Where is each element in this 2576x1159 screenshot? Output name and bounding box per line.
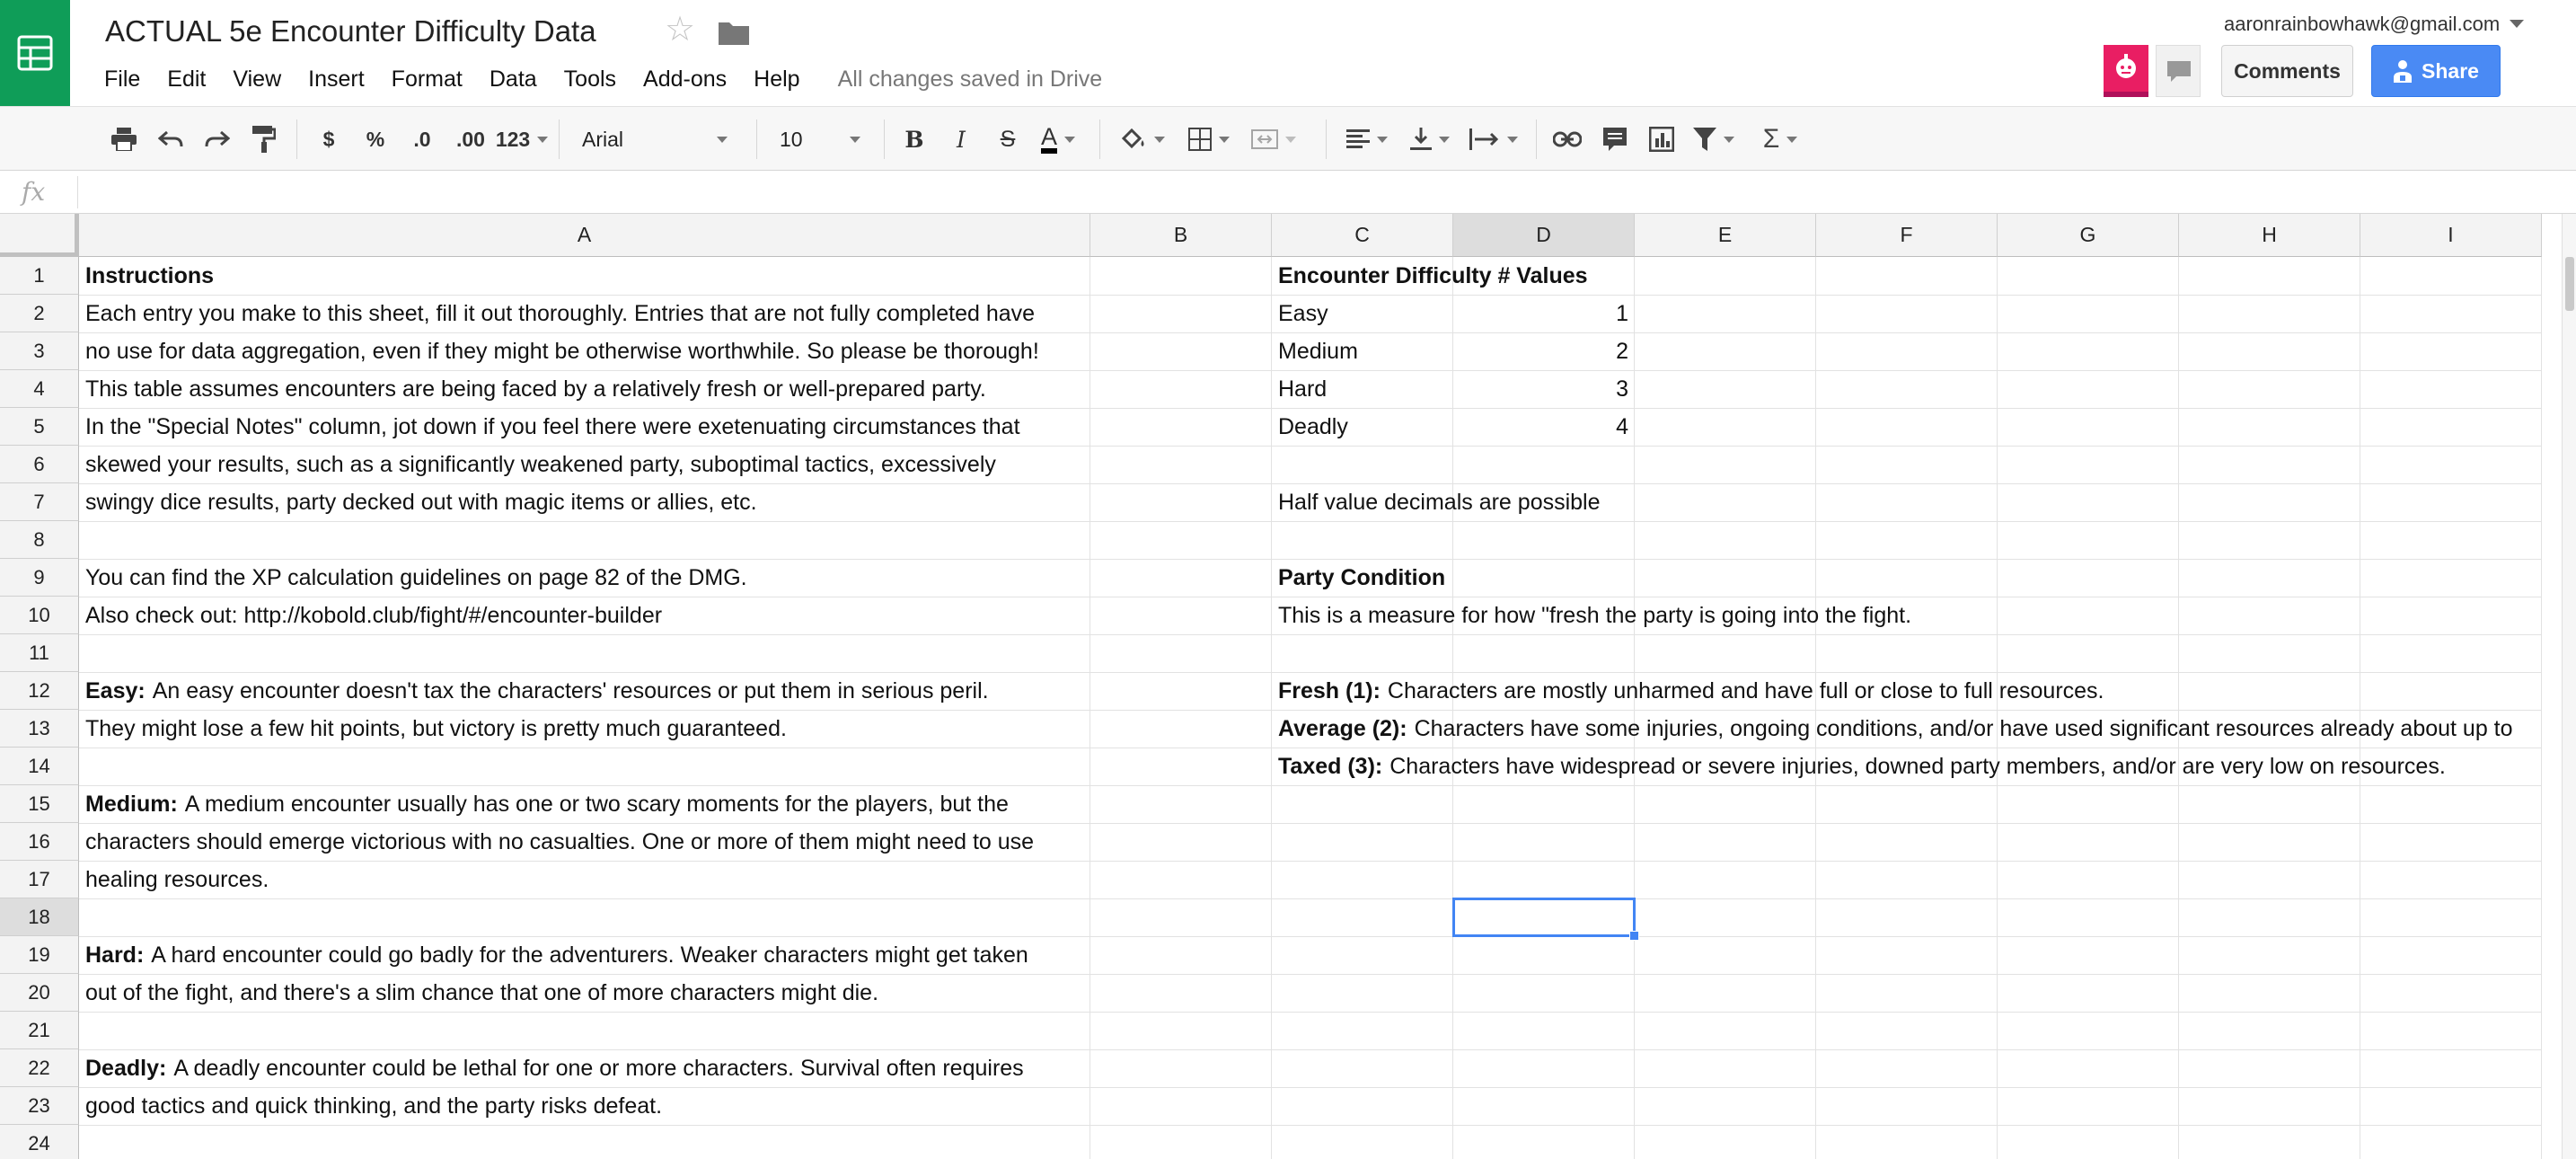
- menu-file[interactable]: File: [104, 66, 141, 92]
- cell-text: 2: [1616, 338, 1628, 364]
- row-header-15[interactable]: 15: [0, 785, 79, 823]
- cell-d3[interactable]: [1460, 332, 1628, 370]
- row-header-23[interactable]: 23: [0, 1087, 79, 1125]
- cell-text: skewed your results, such as a significantly weakened party, suboptimal tactics, excessively: [85, 451, 996, 477]
- font-size-value: 10: [780, 127, 803, 151]
- cell-a2[interactable]: [85, 295, 1035, 332]
- cell-text: An easy encounter doesn't tax the characters' resources or put them in serious peril.: [152, 677, 989, 703]
- functions-button[interactable]: [1751, 107, 1809, 172]
- row-header-13[interactable]: 13: [0, 710, 79, 748]
- cell-text: 4: [1616, 413, 1628, 439]
- font-family-value: Arial: [582, 127, 624, 151]
- filter-button[interactable]: [1687, 107, 1741, 172]
- gridline: [1271, 257, 1272, 1159]
- cell-d4[interactable]: [1460, 370, 1628, 408]
- cell-text: Each entry you make to this sheet, fill it out thoroughly. Entries that are not fully completed have: [85, 300, 1036, 326]
- align-left-icon: [1346, 129, 1370, 149]
- column-header-f[interactable]: F: [1816, 214, 1998, 257]
- paint-format-icon[interactable]: [246, 107, 282, 172]
- toolbar: [0, 106, 2576, 171]
- row-header-10[interactable]: 10: [0, 597, 79, 634]
- cell-c13[interactable]: [1278, 710, 2513, 748]
- cell-bold-label: Hard:: [85, 942, 145, 968]
- function-icon: fx: [22, 177, 46, 207]
- strikethrough-button[interactable]: S: [1000, 126, 1016, 152]
- column-header-h[interactable]: H: [2179, 214, 2360, 257]
- row-header-7[interactable]: 7: [0, 483, 79, 521]
- cell-text: Easy: [1278, 300, 1328, 326]
- cell-d2[interactable]: [1460, 295, 1628, 332]
- cell-text: 1: [1616, 300, 1628, 326]
- cell-a16[interactable]: [85, 823, 1034, 861]
- formula-input[interactable]: [77, 176, 2556, 208]
- borders-button[interactable]: [1180, 107, 1238, 172]
- cell-bold-label: Deadly:: [85, 1055, 167, 1081]
- font-family-select[interactable]: [571, 107, 738, 172]
- text-wrapping-button[interactable]: [1462, 107, 1525, 172]
- insert-comment-icon[interactable]: [1597, 107, 1633, 172]
- cell-bold-label: Average (2):: [1278, 715, 1407, 741]
- cell-text: swingy dice results, party decked out with magic items or allies, etc.: [85, 489, 757, 515]
- scrollbar-thumb[interactable]: [2565, 257, 2574, 311]
- chevron-down-icon: [1064, 137, 1075, 143]
- cell-a15[interactable]: [85, 785, 1009, 823]
- cell-a7[interactable]: [85, 483, 757, 521]
- cell-text: This is a measure for how "fresh the party is going into the fight.: [1278, 602, 1912, 628]
- menu-addons[interactable]: Add-ons: [643, 66, 728, 92]
- toolbar-divider: [296, 119, 297, 159]
- chevron-down-icon: [1285, 137, 1296, 143]
- cell-d5[interactable]: [1460, 408, 1628, 446]
- chevron-down-icon: [1507, 137, 1518, 143]
- percent-format-button[interactable]: %: [366, 127, 385, 151]
- column-header-c[interactable]: C: [1272, 214, 1453, 257]
- row-header-21[interactable]: 21: [0, 1012, 79, 1049]
- cell-text: Half value decimals are possible: [1278, 489, 1601, 515]
- cell-c12[interactable]: [1278, 672, 2104, 710]
- text-overflow-icon: [1469, 128, 1500, 150]
- cell-text: Characters are mostly unharmed and have full or close to full resources.: [1387, 677, 2104, 703]
- bold-button[interactable]: B: [904, 126, 924, 153]
- more-formats-label: 123: [495, 127, 531, 151]
- insert-chart-icon[interactable]: [1644, 107, 1680, 172]
- avatar[interactable]: [2104, 45, 2148, 97]
- cell-c7[interactable]: [1278, 483, 1601, 521]
- row-header-6[interactable]: 6: [0, 446, 79, 483]
- row-header-11[interactable]: 11: [0, 634, 79, 672]
- cell-text: A hard encounter could go badly for the adventurers. Weaker characters might get taken: [151, 942, 1028, 968]
- undo-icon[interactable]: [153, 107, 189, 172]
- toolbar-divider: [884, 119, 885, 159]
- cell-text: 3: [1616, 376, 1628, 402]
- column-header-e[interactable]: E: [1635, 214, 1816, 257]
- share-icon: [2393, 59, 2413, 83]
- app-header: [0, 0, 2576, 106]
- chevron-down-icon: [717, 137, 728, 143]
- column-header-g[interactable]: G: [1998, 214, 2179, 257]
- cell-text: Characters have some injuries, ongoing conditions, and/or have used significant resources already about up to: [1414, 715, 2513, 741]
- account-email[interactable]: aaronrainbowhawk@gmail.com: [2224, 13, 2501, 35]
- row-header-5[interactable]: 5: [0, 408, 79, 446]
- cell-c1[interactable]: [1278, 257, 1588, 295]
- valign-bottom-icon: [1410, 128, 1432, 151]
- cell-text: Medium: [1278, 338, 1358, 364]
- toolbar-divider: [1099, 119, 1100, 159]
- toolbar-divider: [1536, 119, 1537, 159]
- gridline: [2178, 257, 2179, 1159]
- fill-handle[interactable]: [1629, 931, 1639, 941]
- chevron-down-icon: [1724, 137, 1734, 143]
- merge-cells-icon: [1251, 129, 1278, 149]
- gridline: [79, 521, 2542, 522]
- document-title[interactable]: ACTUAL 5e Encounter Difficulty Data: [105, 14, 596, 48]
- toolbar-divider: [559, 119, 560, 159]
- gridline: [79, 1012, 2542, 1013]
- chevron-down-icon: [1439, 137, 1450, 143]
- formula-bar: [0, 171, 2576, 214]
- menu-format[interactable]: Format: [391, 66, 463, 92]
- comment-history-icon[interactable]: [2156, 45, 2201, 97]
- menu-edit[interactable]: Edit: [167, 66, 207, 92]
- more-formats-dropdown[interactable]: [496, 107, 548, 172]
- cell-text: no use for data aggregation, even if they might be otherwise worthwhile. So please be thorough!: [85, 338, 1039, 364]
- cell-c14[interactable]: [1278, 748, 2446, 785]
- cell-c2[interactable]: [1278, 295, 1328, 332]
- row-header-20[interactable]: 20: [0, 974, 79, 1012]
- text-color-button[interactable]: [1029, 107, 1087, 172]
- merge-cells-button[interactable]: [1245, 107, 1302, 172]
- cell-text: Characters have widespread or severe injuries, downed party members, and/or are very low on resources.: [1389, 753, 2446, 779]
- borders-icon: [1188, 128, 1212, 151]
- chevron-down-icon: [1219, 137, 1230, 143]
- filter-icon: [1693, 128, 1716, 151]
- row-header-4[interactable]: 4: [0, 370, 79, 408]
- toolbar-divider: [756, 119, 757, 159]
- row-header-24[interactable]: 24: [0, 1125, 79, 1159]
- cell-a6[interactable]: [85, 446, 996, 483]
- menu-insert[interactable]: Insert: [308, 66, 365, 92]
- save-status[interactable]: All changes saved in Drive: [837, 66, 1103, 92]
- cell-a22[interactable]: [85, 1049, 1024, 1087]
- row-header-12[interactable]: 12: [0, 672, 79, 710]
- row-header-8[interactable]: 8: [0, 521, 79, 559]
- gridline: [79, 898, 2542, 899]
- cell-text: healing resources.: [85, 866, 269, 892]
- row-header-9[interactable]: 9: [0, 559, 79, 597]
- insert-link-icon[interactable]: [1548, 107, 1586, 172]
- menu-bar: [104, 63, 1102, 95]
- cell-a4[interactable]: [85, 370, 986, 408]
- cell-a19[interactable]: [85, 936, 1028, 974]
- cell-a9[interactable]: [85, 559, 747, 597]
- gridline: [79, 1125, 2542, 1126]
- cell-c9[interactable]: [1278, 559, 1445, 597]
- cell-text: out of the fight, and there's a slim chance that one of more characters might die.: [85, 979, 879, 1005]
- menu-help[interactable]: Help: [754, 66, 800, 92]
- row-header-17[interactable]: 17: [0, 861, 79, 898]
- row-header-19[interactable]: 19: [0, 936, 79, 974]
- gridline: [79, 634, 2542, 635]
- selected-cell-outline[interactable]: [1452, 898, 1636, 937]
- row-header-22[interactable]: 22: [0, 1049, 79, 1087]
- column-header-b[interactable]: B: [1090, 214, 1272, 257]
- row-header-2[interactable]: 2: [0, 295, 79, 332]
- cell-a20[interactable]: [85, 974, 878, 1012]
- vertical-scrollbar[interactable]: [2562, 214, 2576, 1159]
- cell-text: Also check out: http://kobold.club/fight/#/encounter-builder: [85, 602, 663, 628]
- cell-a10[interactable]: [85, 597, 662, 634]
- cell-text: A deadly encounter could be lethal for one or more characters. Survival often requires: [173, 1055, 1024, 1081]
- cell-bold-label: Fresh (1):: [1278, 677, 1381, 703]
- cell-text: Deadly: [1278, 413, 1348, 439]
- cell-text: Party Condition: [1278, 564, 1446, 590]
- cell-a12[interactable]: [85, 672, 989, 710]
- increase-decimals-button[interactable]: .00: [456, 127, 485, 151]
- row-header-18[interactable]: 18: [0, 898, 79, 936]
- cell-text: Instructions: [85, 262, 215, 288]
- gridline: [2541, 257, 2542, 1159]
- row-header-1[interactable]: 1: [0, 257, 79, 295]
- font-size-select[interactable]: [769, 107, 871, 172]
- column-header-i[interactable]: I: [2360, 214, 2542, 257]
- text-color-icon: A: [1041, 125, 1057, 154]
- cell-a5[interactable]: [85, 408, 1020, 446]
- cell-c5[interactable]: [1278, 408, 1348, 446]
- comments-button[interactable]: Comments: [2221, 45, 2353, 97]
- cell-text: They might lose a few hit points, but victory is pretty much guaranteed.: [85, 715, 787, 741]
- share-label: Share: [2422, 58, 2479, 83]
- menu-tools[interactable]: Tools: [563, 66, 617, 92]
- cell-text: A medium encounter usually has one or two scary moments for the players, but the: [184, 791, 1009, 817]
- chevron-down-icon: [1786, 137, 1797, 143]
- cell-a13[interactable]: [85, 710, 787, 748]
- italic-button[interactable]: I: [957, 126, 966, 153]
- folder-icon[interactable]: [719, 20, 749, 49]
- chevron-down-icon: [850, 137, 860, 143]
- toolbar-divider: [1326, 119, 1327, 159]
- cell-text: Hard: [1278, 376, 1328, 402]
- fill-color-icon: [1120, 128, 1147, 151]
- cell-text: You can find the XP calculation guidelines on page 82 of the DMG.: [85, 564, 747, 590]
- cell-a3[interactable]: [85, 332, 1039, 370]
- select-all-corner[interactable]: [0, 214, 79, 257]
- cell-bold-label: Taxed (3):: [1278, 753, 1383, 779]
- row-header-14[interactable]: 14: [0, 748, 79, 785]
- currency-format-button[interactable]: $: [322, 127, 335, 151]
- redo-icon[interactable]: [199, 107, 235, 172]
- print-icon[interactable]: [106, 107, 142, 172]
- column-header-a[interactable]: A: [79, 214, 1090, 257]
- row-header-3[interactable]: 3: [0, 332, 79, 370]
- gridline: [79, 861, 2542, 862]
- account-dropdown-icon[interactable]: [2510, 20, 2524, 28]
- cell-text: Encounter Difficulty # Values: [1278, 262, 1588, 288]
- cell-text: characters should emerge victorious with no casualties. One or more of them might need to use: [85, 828, 1035, 854]
- cell-text: In the "Special Notes" column, jot down if you feel there were exetenuating circumstances that: [85, 413, 1020, 439]
- cell-bold-label: Medium:: [85, 791, 178, 817]
- cell-text: This table assumes encounters are being faced by a relatively fresh or well-prepared party.: [85, 376, 986, 402]
- menu-data[interactable]: Data: [489, 66, 537, 92]
- chevron-down-icon: [1377, 137, 1388, 143]
- sheets-logo-icon[interactable]: [0, 0, 70, 106]
- cell-a23[interactable]: [85, 1087, 662, 1125]
- horizontal-align-button[interactable]: [1338, 107, 1396, 172]
- share-button[interactable]: [2371, 45, 2501, 97]
- cell-c3[interactable]: [1278, 332, 1358, 370]
- chevron-down-icon: [537, 137, 548, 143]
- cell-bold-label: Easy:: [85, 677, 146, 703]
- sigma-icon: Σ: [1762, 124, 1780, 154]
- star-icon[interactable]: ☆: [665, 11, 696, 49]
- spreadsheet-grid[interactable]: [0, 214, 2562, 1159]
- column-header-d[interactable]: D: [1453, 214, 1635, 257]
- decrease-decimals-button[interactable]: .0: [413, 127, 431, 151]
- menu-view[interactable]: View: [233, 66, 282, 92]
- cell-a17[interactable]: [85, 861, 269, 898]
- vertical-align-button[interactable]: [1401, 107, 1459, 172]
- chevron-down-icon: [1154, 137, 1165, 143]
- cell-text: good tactics and quick thinking, and the party risks defeat.: [85, 1093, 663, 1119]
- cell-c10[interactable]: [1278, 597, 1911, 634]
- cell-c4[interactable]: [1278, 370, 1327, 408]
- row-header-16[interactable]: 16: [0, 823, 79, 861]
- cell-a1[interactable]: [85, 257, 214, 295]
- fill-color-button[interactable]: [1114, 107, 1171, 172]
